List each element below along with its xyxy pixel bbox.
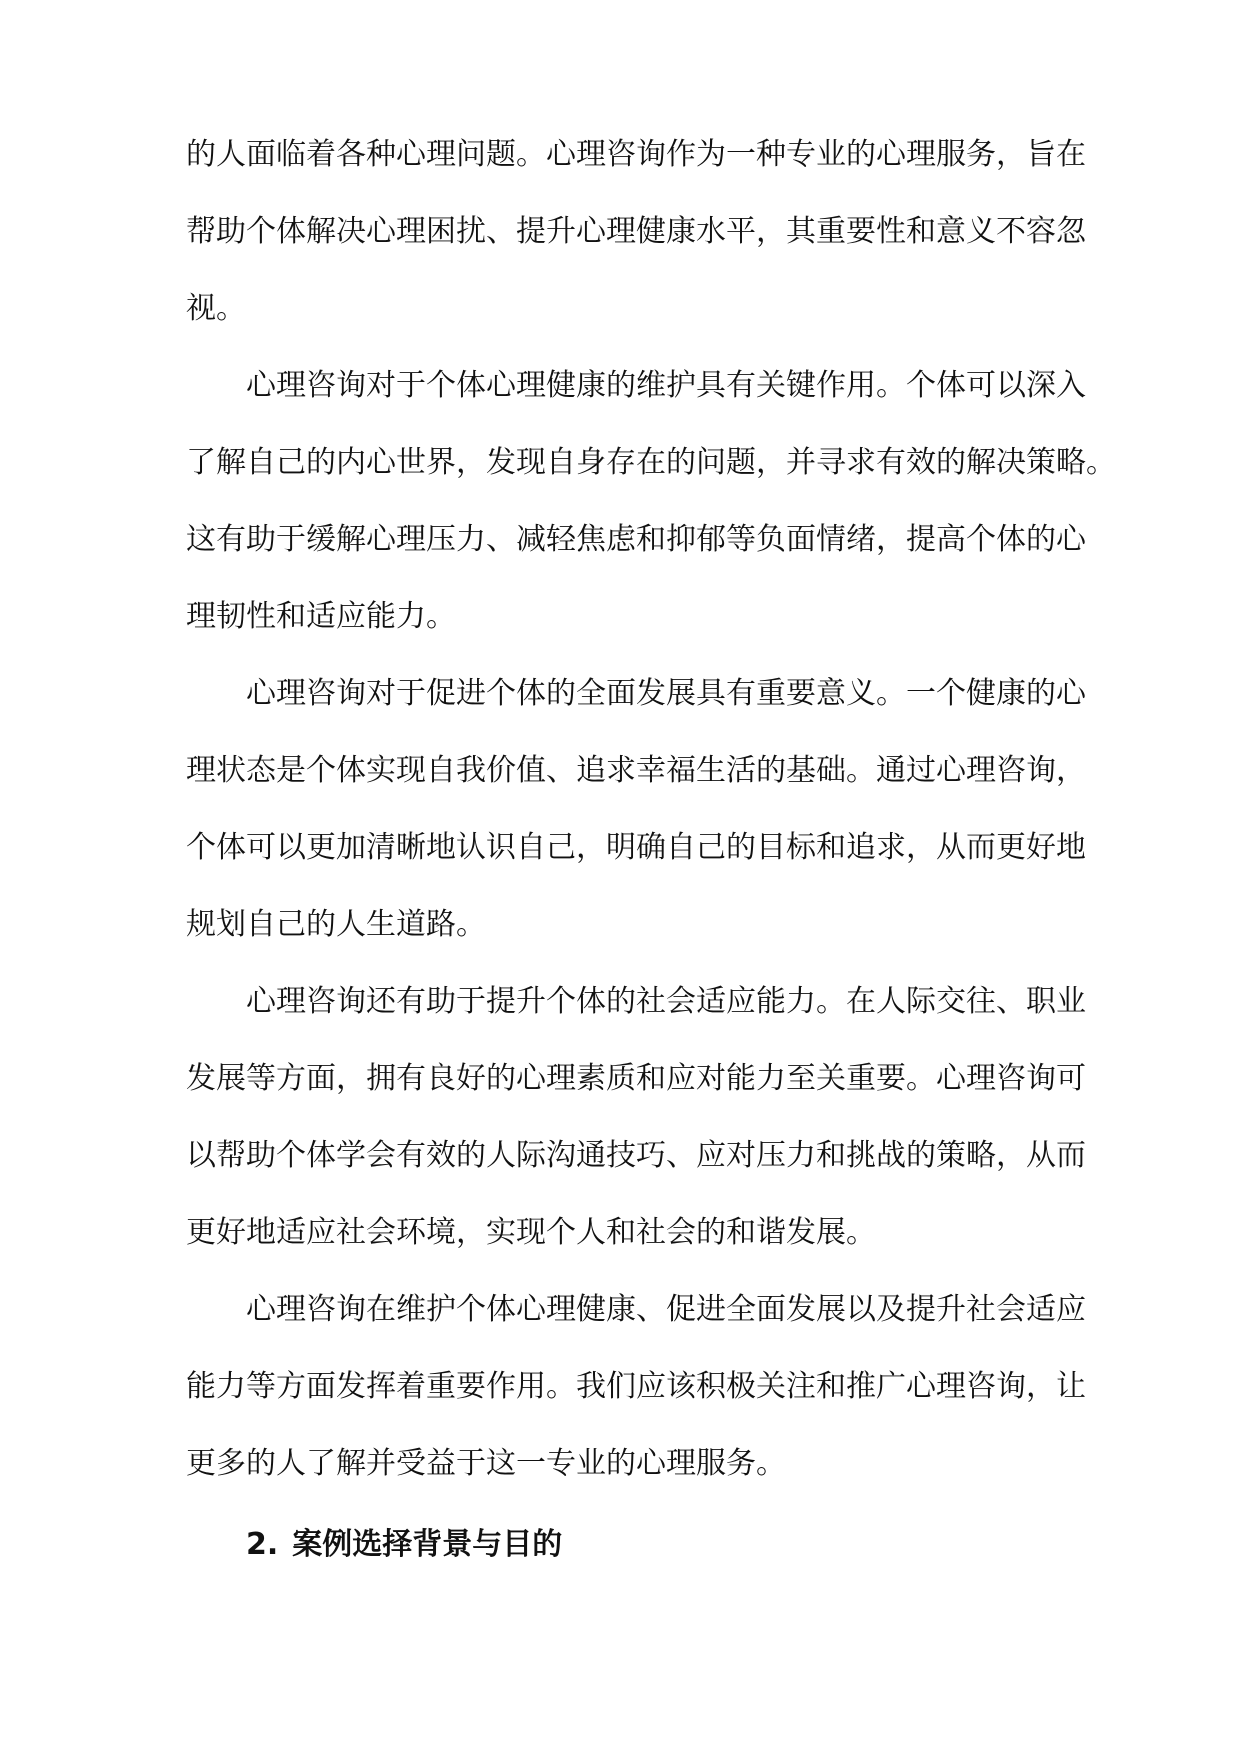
paragraph-3-line-2: 理状态是个体实现自我价值、追求幸福生活的基础。通过心理咨询，	[186, 753, 1086, 788]
section-heading	[246, 1525, 562, 1565]
paragraph-4-line-3: 以帮助个体学会有效的人际沟通技巧、应对压力和挑战的策略，从而	[186, 1138, 1086, 1173]
paragraph-5-line-1: 心理咨询在维护个体心理健康、促进全面发展以及提升社会适应	[246, 1292, 1086, 1327]
section-heading-title: 案例选择背景与目的	[292, 1527, 563, 1562]
paragraph-2-line-4: 理韧性和适应能力。	[186, 599, 456, 634]
paragraph-3-line-4: 规划自己的人生道路。	[186, 907, 486, 942]
section-heading-number: 2.	[246, 1527, 279, 1562]
paragraph-1-line-2: 帮助个体解决心理困扰、提升心理健康水平，其重要性和意义不容忽	[186, 214, 1086, 249]
paragraph-5-line-2: 能力等方面发挥着重要作用。我们应该积极关注和推广心理咨询，让	[186, 1369, 1086, 1404]
paragraph-5-line-3: 更多的人了解并受益于这一专业的心理服务。	[186, 1446, 786, 1481]
paragraph-2-line-1: 心理咨询对于个体心理健康的维护具有关键作用。个体可以深入	[246, 368, 1086, 403]
paragraph-3-line-3: 个体可以更加清晰地认识自己，明确自己的目标和追求，从而更好地	[186, 830, 1086, 865]
paragraph-4-line-2: 发展等方面，拥有良好的心理素质和应对能力至关重要。心理咨询可	[186, 1061, 1086, 1096]
paragraph-1-line-3: 视。	[186, 291, 246, 326]
paragraph-2-line-3: 这有助于缓解心理压力、减轻焦虑和抑郁等负面情绪，提高个体的心	[186, 522, 1086, 557]
paragraph-4-line-4: 更好地适应社会环境，实现个人和社会的和谐发展。	[186, 1215, 876, 1250]
paragraph-2-line-2: 了解自己的内心世界，发现自身存在的问题，并寻求有效的解决策略。	[186, 445, 1116, 480]
paragraph-3-line-1: 心理咨询对于促进个体的全面发展具有重要意义。一个健康的心	[246, 676, 1086, 711]
paragraph-4-line-1: 心理咨询还有助于提升个体的社会适应能力。在人际交往、职业	[246, 984, 1086, 1019]
paragraph-1-line-1: 的人面临着各种心理问题。心理咨询作为一种专业的心理服务，旨在	[186, 137, 1086, 172]
